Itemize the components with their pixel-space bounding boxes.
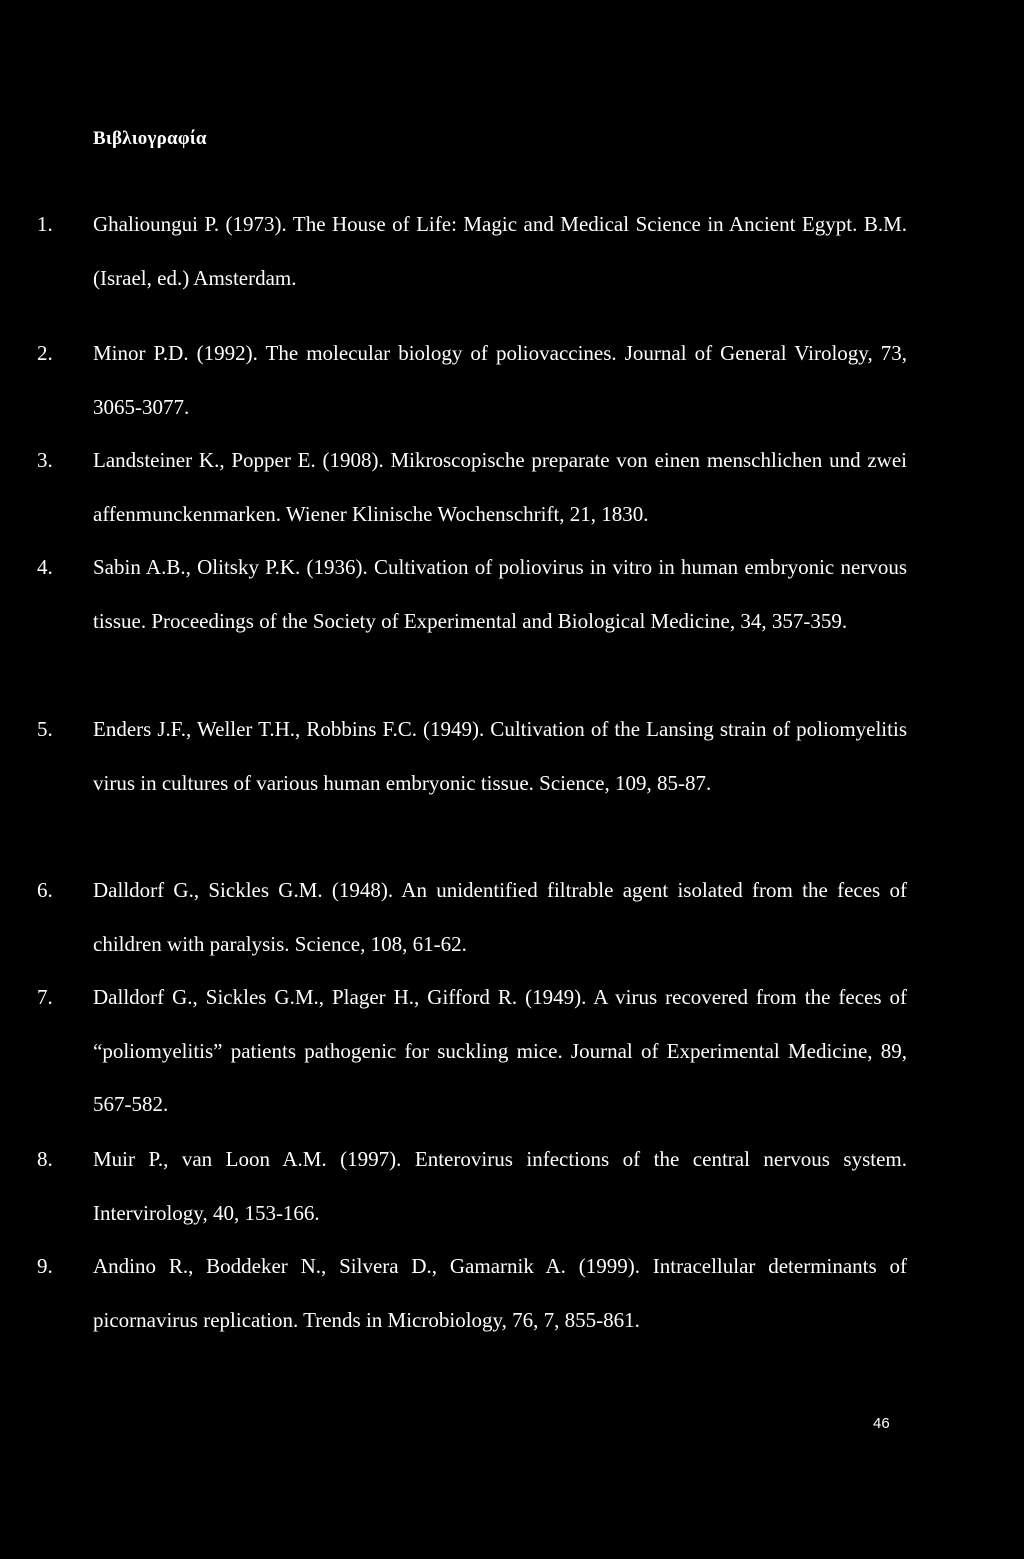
page-number: 46: [873, 1415, 890, 1432]
reference-number: 7.: [37, 985, 53, 1009]
reference-number: 3.: [37, 448, 53, 472]
reference-text: Muir P., van Loon A.M. (1997). Enterovirus infections of the central nervous system. Intervirology, 40, 153-166.: [93, 1147, 907, 1225]
reference-number: 9.: [37, 1254, 53, 1278]
reference-text: Ghalioungui P. (1973). The House of Life: Magic and Medical Science in Ancient Egypt. B.M. (Israel, ed.) Amsterdam.: [93, 212, 907, 290]
reference-text: Sabin A.B., Olitsky P.K. (1936). Cultivation of poliovirus in vitro in human embryonic nervous tissue. Proceedings of the Society of Experimental and Biological Medicine, 34, 357-359.: [93, 555, 907, 633]
reference-text: Andino R., Boddeker N., Silvera D., Gamarnik A. (1999). Intracellular determinants of picornavirus replication. Trends in Microbiology, 76, 7, 855-861.: [93, 1254, 907, 1332]
reference-number: 6.: [37, 878, 53, 902]
reference-number: 2.: [37, 341, 53, 365]
reference-number: 4.: [37, 555, 53, 579]
reference-text: Landsteiner K., Popper E. (1908). Mikroscopische preparate von einen menschlichen und zwei affenmunckenmarken. Wiener Klinische Wochenschrift, 21, 1830.: [93, 448, 907, 526]
reference-text: Dalldorf G., Sickles G.M., Plager H., Gifford R. (1949). A virus recovered from the feces of “poliomyelitis” patients pathogenic for suckling mice. Journal of Experimental Medicine, 89, 567-582.: [93, 985, 907, 1116]
reference-number: 8.: [37, 1147, 53, 1171]
reference-text: Dalldorf G., Sickles G.M. (1948). An unidentified filtrable agent isolated from the feces of children with paralysis. Science, 108, 61-62.: [93, 878, 907, 956]
reference-number: 5.: [37, 717, 53, 741]
reference-number: 1.: [37, 212, 53, 236]
reference-text: Enders J.F., Weller T.H., Robbins F.C. (1949). Cultivation of the Lansing strain of poliomyelitis virus in cultures of various human embryonic tissue. Science, 109, 85-87.: [93, 717, 907, 795]
page-title: Βιβλιογραφία: [93, 128, 207, 149]
reference-text: Minor P.D. (1992). The molecular biology of poliovaccines. Journal of General Virology, 73, 3065-3077.: [93, 341, 907, 419]
